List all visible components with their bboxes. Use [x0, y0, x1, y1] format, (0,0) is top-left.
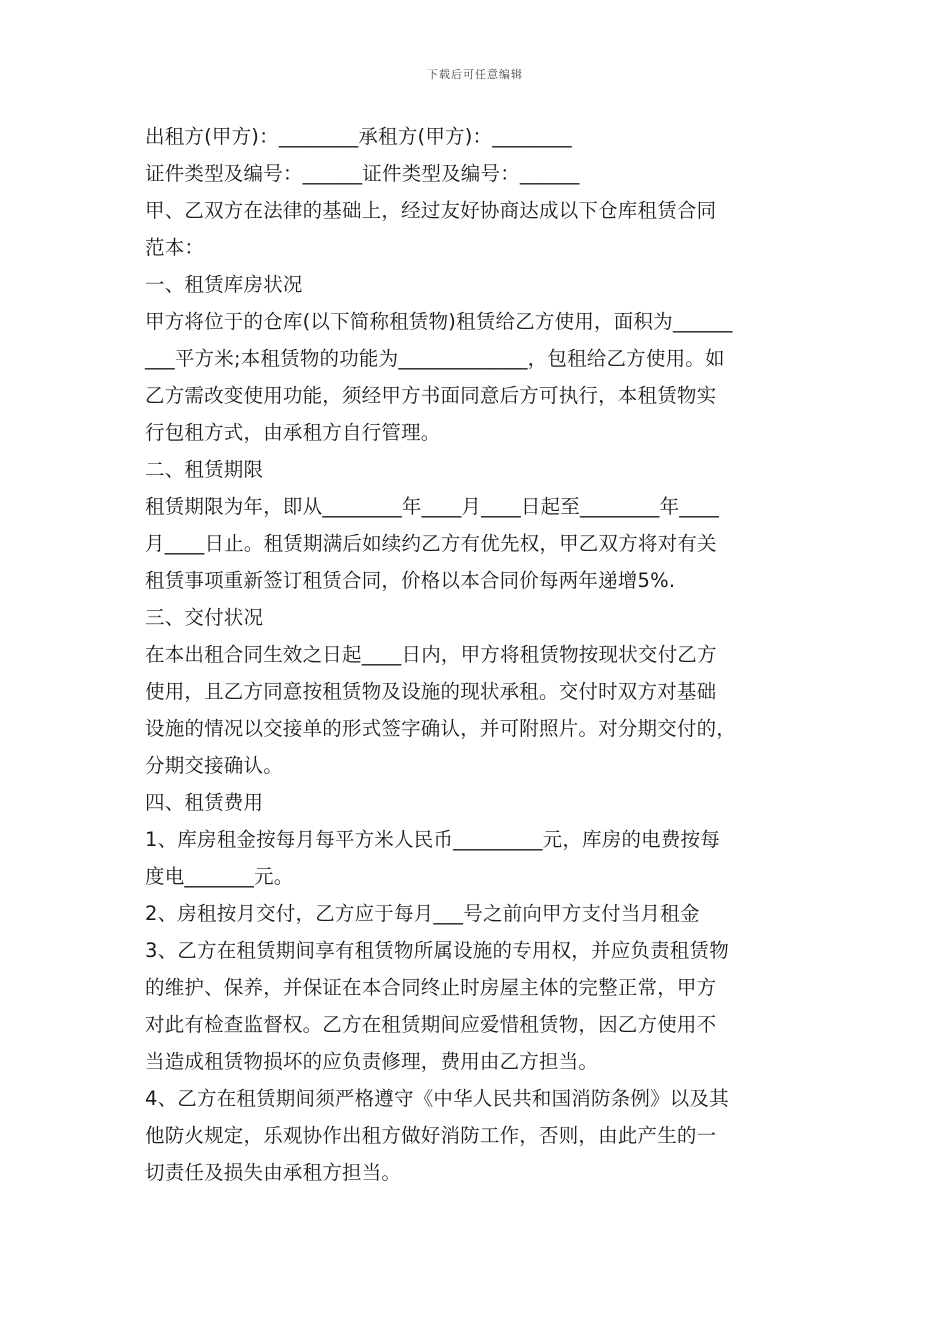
paragraph-line: ___平方米;本租赁物的功能为_____________，包租给乙方使用。如 [145, 347, 725, 370]
paragraph-line: 他防火规定，乐观协作出租方做好消防工作，否则，由此产生的一 [145, 1124, 717, 1147]
section-heading: 一、租赁库房状况 [145, 273, 303, 296]
paragraph-line: 设施的情况以交接单的形式签字确认，并可附照片。对分期交付的， [145, 717, 737, 740]
paragraph-line: 月____日止。租赁期满后如续约乙方有优先权，甲乙双方将对有关 [145, 532, 717, 555]
paragraph-line: 2、房租按月交付，乙方应于每月___号之前向甲方支付当月租金 [145, 902, 700, 925]
contract-body [145, 118, 825, 1191]
id-line: 证件类型及编号：______证件类型及编号：______ [145, 162, 580, 185]
section-heading: 四、租赁费用 [145, 791, 264, 814]
party-line: 出租方(甲方)：________承租方(甲方)：________ [145, 125, 572, 148]
paragraph-line: 分期交接确认。 [145, 754, 283, 777]
paragraph-line: 3、乙方在租赁期间享有租赁物所属设施的专用权，并应负责租赁物 [145, 939, 729, 962]
paragraph-line: 的维护、保养，并保证在本合同终止时房屋主体的完整正常，甲方 [145, 976, 717, 999]
paragraph-line: 行包租方式，由承租方自行管理。 [145, 421, 441, 444]
section-heading: 三、交付状况 [145, 606, 264, 629]
paragraph-line: 租赁事项重新签订租赁合同，价格以本合同价每两年递增5%. [145, 569, 676, 592]
paragraph-line: 租赁期限为年，即从________年____月____日起至________年____ [145, 495, 720, 518]
intro-line: 范本： [145, 236, 205, 259]
paragraph-line: 乙方需改变使用功能，须经甲方书面同意后方可执行，本租赁物实 [145, 384, 717, 407]
intro-line: 甲、乙双方在法律的基础上，经过友好协商达成以下仓库租赁合同 [145, 199, 717, 222]
paragraph-line: 在本出租合同生效之日起____日内，甲方将租赁物按现状交付乙方 [145, 643, 717, 666]
paragraph-line: 使用，且乙方同意按租赁物及设施的现状承租。交付时双方对基础 [145, 680, 717, 703]
paragraph-line: 度电_______元。 [145, 865, 294, 888]
header-note: 下载后可任意编辑 [427, 68, 523, 81]
paragraph-line: 切责任及损失由承租方担当。 [145, 1161, 402, 1184]
paragraph-line: 1、库房租金按每月每平方米人民币_________元，库房的电费按每 [145, 828, 720, 851]
paragraph-line: 当造成租赁物损坏的应负责修理，费用由乙方担当。 [145, 1050, 599, 1073]
section-heading: 二、租赁期限 [145, 458, 264, 481]
paragraph-line: 甲方将位于的仓库(以下简称租赁物)租赁给乙方使用，面积为______ [145, 310, 733, 333]
paragraph-line: 对此有检查监督权。乙方在租赁期间应爱惜租赁物，因乙方使用不 [145, 1013, 717, 1036]
paragraph-line: 4、乙方在租赁期间须严格遵守《中华人民共和国消防条例》以及其 [145, 1087, 729, 1110]
